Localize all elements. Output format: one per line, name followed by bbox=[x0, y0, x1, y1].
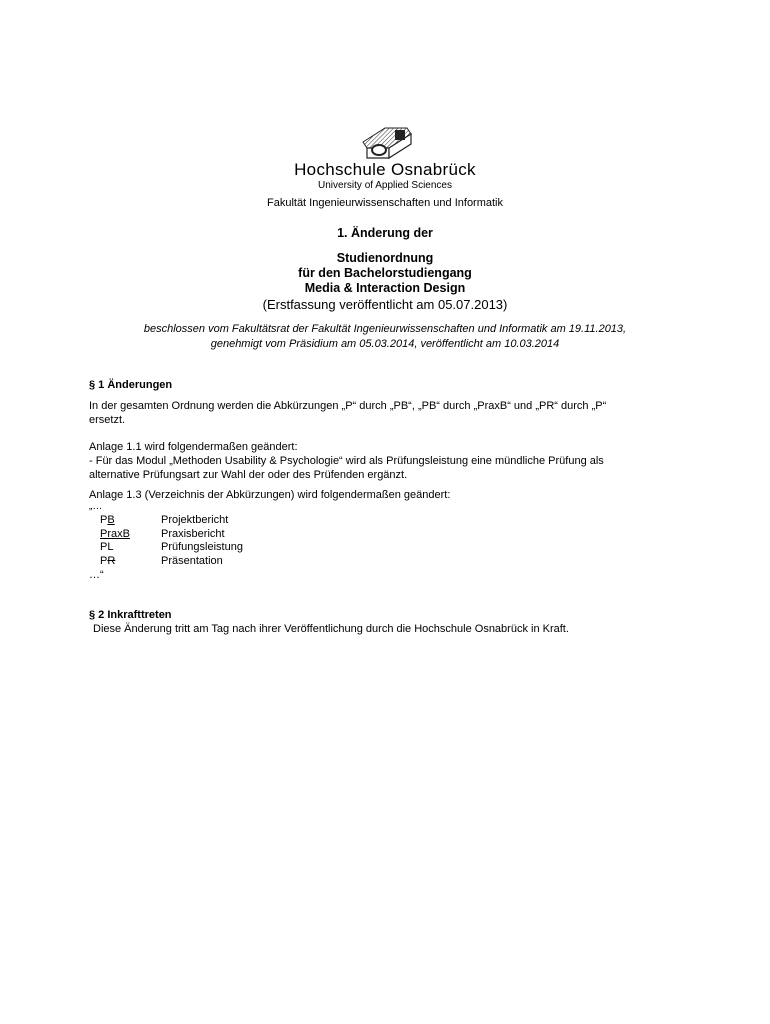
abbreviation-row bbox=[89, 514, 243, 528]
abbreviation-meaning: Projektbericht bbox=[161, 514, 229, 526]
abbreviation-code: PB bbox=[100, 514, 115, 526]
title-line-5: (Erstfassung veröffentlicht am 05.07.2013) bbox=[262, 297, 508, 312]
abbreviation-code: PL bbox=[100, 541, 114, 553]
title-line-1: 1. Änderung der bbox=[337, 226, 433, 240]
abbreviation-table bbox=[89, 514, 243, 568]
quote-open: „… bbox=[89, 501, 103, 512]
section-1-paragraph-3: Anlage 1.3 (Verzeichnis der Abkürzungen) wird folgendermaßen geändert: bbox=[89, 489, 451, 501]
faculty-name: Fakultät Ingenieurwissenschaften und Informatik bbox=[266, 197, 504, 209]
title-line-3: für den Bachelorstudiengang bbox=[298, 266, 472, 280]
paragraph-line: alternative Prüfungsart zur Wahl der oder des Prüfenden ergänzt. bbox=[89, 469, 408, 481]
institution-name: Hochschule Osnabrück bbox=[294, 160, 476, 179]
section-1-paragraph-2 bbox=[89, 440, 689, 482]
document-title bbox=[0, 226, 770, 313]
section-1-paragraph-1 bbox=[89, 399, 689, 427]
title-line-2: Studienordnung bbox=[336, 251, 434, 265]
quote-close: …“ bbox=[89, 569, 104, 581]
abbreviation-row bbox=[89, 528, 243, 542]
paragraph-line: ersetzt. bbox=[89, 414, 126, 426]
decision-line-1: beschlossen vom Fakultätsrat der Fakultät Ingenieurwissenschaften und Informatik am 19.11.2013, bbox=[143, 323, 627, 335]
section-2-text: Diese Änderung tritt am Tag nach ihrer Veröffentlichung durch die Hochschule Osnabrück in Kraft. bbox=[93, 623, 569, 635]
abbreviation-row bbox=[89, 541, 243, 555]
institution-subtitle: University of Applied Sciences bbox=[318, 180, 452, 191]
paragraph-line: - Für das Modul „Methoden Usability & Psychologie“ wird als Prüfungsleistung eine mündliche Prüfung als bbox=[89, 455, 604, 467]
section-1-heading: § 1 Änderungen bbox=[89, 379, 173, 391]
abbreviation-row bbox=[89, 555, 243, 569]
abbreviation-meaning: Prüfungsleistung bbox=[161, 541, 243, 553]
abbreviation-code: PraxB bbox=[100, 527, 130, 540]
paragraph-line: In der gesamten Ordnung werden die Abkürzungen „P“ durch „PB“, „PB“ durch „PraxB“ und „PR“ durch „P“ bbox=[89, 400, 607, 412]
decision-line-2: genehmigt vom Präsidium am 05.03.2014, veröffentlicht am 10.03.2014 bbox=[210, 338, 560, 350]
abbreviation-meaning: Präsentation bbox=[161, 554, 223, 567]
title-line-4: Media & Interaction Design bbox=[304, 281, 466, 295]
abbreviation-meaning: Praxisbericht bbox=[161, 527, 225, 540]
section-2-heading: § 2 Inkrafttreten bbox=[89, 609, 172, 621]
decision-note bbox=[0, 322, 770, 352]
abbreviation-code: PR bbox=[100, 554, 116, 567]
paragraph-line: Anlage 1.1 wird folgendermaßen geändert: bbox=[89, 441, 298, 453]
